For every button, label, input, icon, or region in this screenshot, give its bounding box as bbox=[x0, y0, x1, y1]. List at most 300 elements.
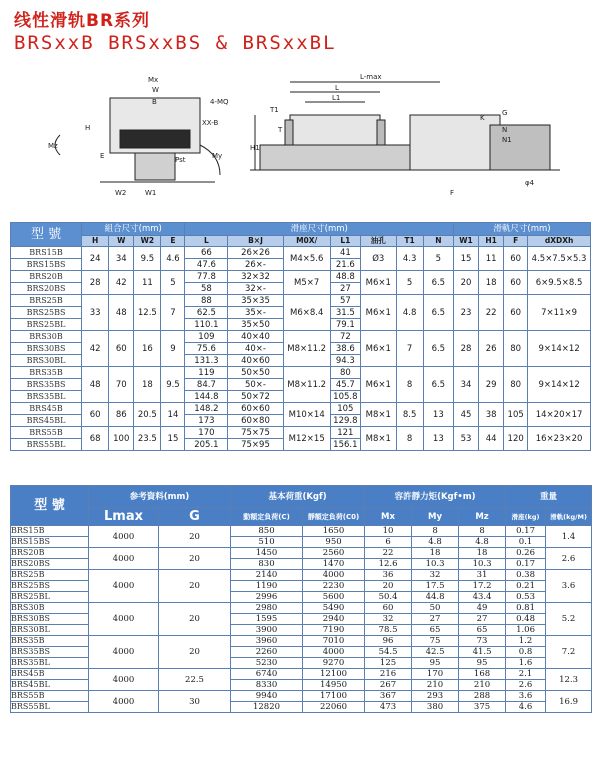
table-cell: 12.3 bbox=[546, 669, 592, 691]
table-cell: 1190 bbox=[231, 581, 303, 592]
table-cell: 100 bbox=[109, 427, 134, 451]
table-cell: 1.6 bbox=[506, 658, 546, 669]
label-w2: W2 bbox=[115, 189, 127, 197]
table-cell: 2560 bbox=[303, 548, 365, 559]
table-cell: 18 bbox=[459, 548, 506, 559]
table-cell: 4.8 bbox=[412, 537, 459, 548]
table-cell: 3.6 bbox=[546, 570, 592, 603]
table-cell: 60 bbox=[504, 295, 528, 331]
label-t: T bbox=[278, 126, 283, 134]
table-cell: 50×72 bbox=[228, 391, 283, 403]
table-cell: 4000 bbox=[89, 691, 159, 713]
table-cell: 65 bbox=[459, 625, 506, 636]
label-mz: Mz bbox=[48, 142, 58, 150]
table-cell: 11 bbox=[134, 271, 161, 295]
table-cell: 6 bbox=[365, 537, 412, 548]
table-cell: 42.5 bbox=[412, 647, 459, 658]
table-cell: M5×7 bbox=[283, 271, 330, 295]
table-cell: 34 bbox=[109, 247, 134, 271]
table-cell: 2980 bbox=[231, 603, 303, 614]
table-cell: 31.5 bbox=[330, 307, 360, 319]
label-h: H bbox=[85, 124, 91, 132]
label-t1: T1 bbox=[270, 106, 279, 114]
header-rail: 滑軌尺寸(mm) bbox=[453, 223, 590, 236]
label-l1: L1 bbox=[332, 94, 341, 102]
table-cell: 30 bbox=[159, 691, 231, 713]
table-cell: 125 bbox=[365, 658, 412, 669]
table-cell: 105.8 bbox=[330, 391, 360, 403]
header-my: My bbox=[412, 508, 459, 526]
model-cell: BRS55BL bbox=[11, 702, 89, 713]
table-cell: 73 bbox=[459, 636, 506, 647]
table-cell: 60 bbox=[504, 247, 528, 271]
table-cell: 79.1 bbox=[330, 319, 360, 331]
model-cell: BRS25B bbox=[11, 570, 89, 581]
load-table bbox=[10, 485, 592, 713]
table-cell: 6740 bbox=[231, 669, 303, 680]
model-cell: BRS25BS bbox=[11, 581, 89, 592]
label-h1: H1 bbox=[250, 144, 260, 152]
table-cell: 2996 bbox=[231, 592, 303, 603]
header-assembly: 組合尺寸(mm) bbox=[82, 223, 185, 236]
header-lmax: Lmax bbox=[89, 508, 159, 526]
table-cell: 50×50 bbox=[228, 367, 283, 379]
table-cell: M4×5.6 bbox=[283, 247, 330, 271]
table-cell: 60 bbox=[365, 603, 412, 614]
table-cell: 35×35 bbox=[228, 295, 283, 307]
table-row bbox=[11, 271, 591, 283]
table-cell: 41.5 bbox=[459, 647, 506, 658]
table-cell: 34 bbox=[453, 367, 478, 403]
model-cell: BRS30BS bbox=[11, 343, 82, 355]
table-cell: 156.1 bbox=[330, 439, 360, 451]
model-cell: BRS35B bbox=[11, 636, 89, 647]
table-cell: 4.6 bbox=[506, 702, 546, 713]
table-cell: 48 bbox=[82, 367, 109, 403]
table-cell: 1470 bbox=[303, 559, 365, 570]
column-header: L1 bbox=[330, 236, 360, 247]
table-cell: 38 bbox=[479, 403, 504, 427]
label-n1: N1 bbox=[502, 136, 512, 144]
model-cell: BRS55BL bbox=[11, 439, 82, 451]
table-cell: 75×95 bbox=[228, 439, 283, 451]
table-cell: 14 bbox=[161, 403, 185, 427]
table-cell: 58 bbox=[185, 283, 228, 295]
table-cell: 2.1 bbox=[506, 669, 546, 680]
table-cell: 4000 bbox=[89, 669, 159, 691]
model-cell: BRS45B bbox=[11, 669, 89, 680]
table-cell: 22 bbox=[365, 548, 412, 559]
table-cell: 2.6 bbox=[506, 680, 546, 691]
header-model: 型 號 bbox=[11, 223, 82, 247]
model-cell: BRS20BS bbox=[11, 559, 89, 570]
table-cell: 23.5 bbox=[134, 427, 161, 451]
model-cell: BRS45B bbox=[11, 403, 82, 415]
table-cell: 20 bbox=[365, 581, 412, 592]
table-cell: 9.5 bbox=[134, 247, 161, 271]
table-cell: 50.4 bbox=[365, 592, 412, 603]
table-cell: 80 bbox=[504, 331, 528, 367]
table-cell: 40×- bbox=[228, 343, 283, 355]
table-cell: 53 bbox=[453, 427, 478, 451]
model-cell: BRS20B bbox=[11, 271, 82, 283]
table-cell: 10.3 bbox=[459, 559, 506, 570]
table-row bbox=[11, 570, 592, 581]
table-cell: 216 bbox=[365, 669, 412, 680]
table-cell: 86 bbox=[109, 403, 134, 427]
table-cell: 96 bbox=[365, 636, 412, 647]
end-view-rail bbox=[135, 153, 175, 180]
label-f: F bbox=[450, 189, 455, 197]
table-cell: 33 bbox=[82, 295, 109, 331]
table-cell: 94.3 bbox=[330, 355, 360, 367]
table-cell: 8 bbox=[412, 526, 459, 537]
table-cell: M8×11.2 bbox=[283, 367, 330, 403]
table-cell: 109 bbox=[185, 331, 228, 343]
table-cell: 170 bbox=[185, 427, 228, 439]
label-g: G bbox=[502, 109, 508, 117]
table-cell: 44 bbox=[479, 427, 504, 451]
table-cell: 5490 bbox=[303, 603, 365, 614]
column-header: W2 bbox=[134, 236, 161, 247]
table-cell: 78.5 bbox=[365, 625, 412, 636]
table-cell: 27 bbox=[459, 614, 506, 625]
table-cell: 8 bbox=[396, 427, 423, 451]
table-cell: 41 bbox=[330, 247, 360, 259]
header-w-rail: 滑軌(kg/M) bbox=[546, 508, 592, 526]
model-cell: BRS15B bbox=[11, 247, 82, 259]
label-l: L bbox=[335, 84, 339, 92]
table-cell: 60×60 bbox=[228, 403, 283, 415]
table-cell: 27 bbox=[330, 283, 360, 295]
table-cell: 26×- bbox=[228, 259, 283, 271]
detail-view bbox=[410, 115, 500, 170]
table-cell: 45.7 bbox=[330, 379, 360, 391]
model-cell: BRS35BS bbox=[11, 379, 82, 391]
model-cell: BRS30BL bbox=[11, 355, 82, 367]
table-cell: 1.06 bbox=[506, 625, 546, 636]
label-phi4: φ4 bbox=[525, 179, 535, 187]
table-cell: 27 bbox=[412, 614, 459, 625]
label-xxb: XX-B bbox=[202, 119, 219, 127]
header-ref: 参考資料(mm) bbox=[89, 486, 231, 508]
table-cell: 367 bbox=[365, 691, 412, 702]
table-cell: 60 bbox=[504, 271, 528, 295]
table-cell: 95 bbox=[412, 658, 459, 669]
table-cell: 850 bbox=[231, 526, 303, 537]
table-cell: 0.53 bbox=[506, 592, 546, 603]
table-cell: M6×1 bbox=[361, 367, 397, 403]
table-cell: 131.3 bbox=[185, 355, 228, 367]
table-cell: 4.3 bbox=[396, 247, 423, 271]
table-cell: 23 bbox=[453, 295, 478, 331]
column-header: W bbox=[109, 236, 134, 247]
table-cell: 20 bbox=[159, 636, 231, 669]
table-cell: 4000 bbox=[89, 603, 159, 636]
table-cell: 9×14×12 bbox=[528, 331, 591, 367]
table-cell: 2140 bbox=[231, 570, 303, 581]
table-cell: 57 bbox=[330, 295, 360, 307]
table-cell: 0.1 bbox=[506, 537, 546, 548]
table-cell: 12100 bbox=[303, 669, 365, 680]
table-cell: 105 bbox=[330, 403, 360, 415]
table-cell: 4000 bbox=[89, 548, 159, 570]
label-n: N bbox=[502, 126, 508, 134]
table-cell: 15 bbox=[161, 427, 185, 451]
table-cell: 28 bbox=[453, 331, 478, 367]
table-cell: 7 bbox=[161, 295, 185, 331]
table-cell: 473 bbox=[365, 702, 412, 713]
table-cell: 510 bbox=[231, 537, 303, 548]
model-cell: BRS35B bbox=[11, 367, 82, 379]
table-cell: 0.38 bbox=[506, 570, 546, 581]
header-slider: 滑座尺寸(mm) bbox=[185, 223, 454, 236]
table-cell: 0.17 bbox=[506, 526, 546, 537]
table-cell: 3900 bbox=[231, 625, 303, 636]
table-cell: 6×9.5×8.5 bbox=[528, 271, 591, 295]
header-g: G bbox=[159, 508, 231, 526]
table-cell: 5 bbox=[161, 271, 185, 295]
table-cell: 65 bbox=[412, 625, 459, 636]
table-cell: 48 bbox=[109, 295, 134, 331]
model-cell: BRS25B bbox=[11, 295, 82, 307]
table-cell: 6.5 bbox=[423, 295, 453, 331]
table-cell: 1595 bbox=[231, 614, 303, 625]
table-cell: 2230 bbox=[303, 581, 365, 592]
model-cell: BRS55B bbox=[11, 427, 82, 439]
table-cell: 4000 bbox=[303, 570, 365, 581]
table-cell: 7.2 bbox=[546, 636, 592, 669]
table-cell: 80 bbox=[330, 367, 360, 379]
table-cell: 9 bbox=[161, 331, 185, 367]
model-cell: BRS45BL bbox=[11, 680, 89, 691]
table-cell: 60×80 bbox=[228, 415, 283, 427]
table-cell: 77.8 bbox=[185, 271, 228, 283]
page-subtitle: BRSxxB BRSxxBS & BRSxxBL bbox=[14, 32, 337, 54]
table-cell: 4000 bbox=[89, 526, 159, 548]
model-cell: BRS35BL bbox=[11, 658, 89, 669]
table-cell: 20.5 bbox=[134, 403, 161, 427]
technical-drawing bbox=[40, 70, 570, 215]
table-row bbox=[11, 331, 591, 343]
table-cell: 5 bbox=[423, 247, 453, 271]
table-cell: 84.7 bbox=[185, 379, 228, 391]
table-cell: 380 bbox=[412, 702, 459, 713]
table-cell: M12×15 bbox=[283, 427, 330, 451]
table-cell: 75.6 bbox=[185, 343, 228, 355]
table-cell: 173 bbox=[185, 415, 228, 427]
table-cell: 88 bbox=[185, 295, 228, 307]
table-cell: 8 bbox=[396, 367, 423, 403]
model-cell: BRS20BS bbox=[11, 283, 82, 295]
table-cell: 120 bbox=[504, 427, 528, 451]
table-cell: 8.5 bbox=[396, 403, 423, 427]
table-cell: M6×1 bbox=[361, 295, 397, 331]
table-cell: 129.8 bbox=[330, 415, 360, 427]
dimension-table bbox=[10, 222, 591, 451]
table-cell: 16.9 bbox=[546, 691, 592, 713]
table-cell: 168 bbox=[459, 669, 506, 680]
table-cell: 110.1 bbox=[185, 319, 228, 331]
table-cell: 49 bbox=[459, 603, 506, 614]
table-cell: 3960 bbox=[231, 636, 303, 647]
table-cell: 17.2 bbox=[459, 581, 506, 592]
table-cell: 60 bbox=[82, 403, 109, 427]
table-cell: 3.6 bbox=[506, 691, 546, 702]
table-cell: 20 bbox=[159, 570, 231, 603]
table-cell: 288 bbox=[459, 691, 506, 702]
table-cell: 54.5 bbox=[365, 647, 412, 658]
table-cell: 4000 bbox=[303, 647, 365, 658]
table-cell: 4.8 bbox=[459, 537, 506, 548]
model-cell: BRS20B bbox=[11, 548, 89, 559]
table-cell: 5 bbox=[396, 271, 423, 295]
table-cell: 95 bbox=[459, 658, 506, 669]
column-header: dXDXh bbox=[528, 236, 591, 247]
table-cell: 43.4 bbox=[459, 592, 506, 603]
table-cell: 20 bbox=[159, 548, 231, 570]
table-cell: 12820 bbox=[231, 702, 303, 713]
table-cell: 70 bbox=[109, 367, 134, 403]
table-cell: 12.6 bbox=[365, 559, 412, 570]
table-cell: 16×23×20 bbox=[528, 427, 591, 451]
header-mz: Mz bbox=[459, 508, 506, 526]
table-cell: 4000 bbox=[89, 636, 159, 669]
table-cell: 36 bbox=[365, 570, 412, 581]
table-cell: 13 bbox=[423, 427, 453, 451]
label-my: My bbox=[212, 152, 223, 160]
header-model-2: 型 號 bbox=[11, 486, 89, 526]
header-weight: 重量 bbox=[506, 486, 592, 508]
column-header: M0X/ bbox=[283, 236, 330, 247]
header-load: 基本荷重(Kgf) bbox=[231, 486, 365, 508]
header-w-slider: 滑座(kg) bbox=[506, 508, 546, 526]
table-cell: 26 bbox=[479, 331, 504, 367]
table-cell: 830 bbox=[231, 559, 303, 570]
table-cell: 50 bbox=[412, 603, 459, 614]
column-header: F bbox=[504, 236, 528, 247]
table-cell: 5230 bbox=[231, 658, 303, 669]
table-cell: 26×26 bbox=[228, 247, 283, 259]
table-cell: 210 bbox=[412, 680, 459, 691]
table-cell: 293 bbox=[412, 691, 459, 702]
table-cell: 6.5 bbox=[423, 271, 453, 295]
column-header: L bbox=[185, 236, 228, 247]
table-cell: 4.5×7.5×5.3 bbox=[528, 247, 591, 271]
table-cell: 121 bbox=[330, 427, 360, 439]
table-cell: 267 bbox=[365, 680, 412, 691]
table-cell: 14950 bbox=[303, 680, 365, 691]
table-cell: 72 bbox=[330, 331, 360, 343]
model-cell: BRS35BS bbox=[11, 647, 89, 658]
table-cell: 31 bbox=[459, 570, 506, 581]
table-cell: 119 bbox=[185, 367, 228, 379]
model-cell: BRS15B bbox=[11, 526, 89, 537]
table-cell: 16 bbox=[134, 331, 161, 367]
table-cell: 24 bbox=[82, 247, 109, 271]
table-cell: 2940 bbox=[303, 614, 365, 625]
table-cell: M6×1 bbox=[361, 271, 397, 295]
table-cell: 144.8 bbox=[185, 391, 228, 403]
table-cell: 35×50 bbox=[228, 319, 283, 331]
column-header: E bbox=[161, 236, 185, 247]
table-cell: 21.6 bbox=[330, 259, 360, 271]
table-cell: 10.3 bbox=[412, 559, 459, 570]
table-cell: 80 bbox=[504, 367, 528, 403]
table-cell: 22060 bbox=[303, 702, 365, 713]
table-cell: 44.8 bbox=[412, 592, 459, 603]
table-cell: 9×14×12 bbox=[528, 367, 591, 403]
table-cell: 40×40 bbox=[228, 331, 283, 343]
table-cell: 66 bbox=[185, 247, 228, 259]
table-cell: 7×11×9 bbox=[528, 295, 591, 331]
table-cell: 13 bbox=[423, 403, 453, 427]
table-cell: M6×1 bbox=[361, 331, 397, 367]
table-cell: 4.8 bbox=[396, 295, 423, 331]
table-row bbox=[11, 367, 591, 379]
table-cell: 75×75 bbox=[228, 427, 283, 439]
model-cell: BRS55B bbox=[11, 691, 89, 702]
table-cell: 11 bbox=[479, 247, 504, 271]
table-cell: 32×- bbox=[228, 283, 283, 295]
table-row bbox=[11, 526, 592, 537]
table-cell: 1.2 bbox=[506, 636, 546, 647]
table-cell: 50×- bbox=[228, 379, 283, 391]
table-cell: 32×32 bbox=[228, 271, 283, 283]
label-lmax: L-max bbox=[360, 73, 382, 81]
model-cell: BRS30BS bbox=[11, 614, 89, 625]
table-cell: 75 bbox=[412, 636, 459, 647]
table-row bbox=[11, 669, 592, 680]
table-row bbox=[11, 548, 592, 559]
table-cell: 60 bbox=[109, 331, 134, 367]
table-cell: 47.6 bbox=[185, 259, 228, 271]
label-e: E bbox=[100, 152, 105, 160]
table-cell: 20 bbox=[453, 271, 478, 295]
table-row bbox=[11, 691, 592, 702]
table-row bbox=[11, 403, 591, 415]
table-cell: 20 bbox=[159, 526, 231, 548]
model-cell: BRS25BS bbox=[11, 307, 82, 319]
table-cell: 18 bbox=[134, 367, 161, 403]
table-cell: 205.1 bbox=[185, 439, 228, 451]
header-dyn: 動額定負荷(C) bbox=[231, 508, 303, 526]
table-cell: 45 bbox=[453, 403, 478, 427]
table-cell: M8×1 bbox=[361, 427, 397, 451]
header-mx: Mx bbox=[365, 508, 412, 526]
table-cell: 1650 bbox=[303, 526, 365, 537]
table-cell: 68 bbox=[82, 427, 109, 451]
table-cell: 148.2 bbox=[185, 403, 228, 415]
model-cell: BRS30B bbox=[11, 603, 89, 614]
model-cell: BRS25BL bbox=[11, 592, 89, 603]
table-cell: 0.8 bbox=[506, 647, 546, 658]
column-header: H1 bbox=[479, 236, 504, 247]
table-cell: 40×60 bbox=[228, 355, 283, 367]
table-cell: 1.4 bbox=[546, 526, 592, 548]
table-cell: 42 bbox=[109, 271, 134, 295]
table-cell: 10 bbox=[365, 526, 412, 537]
table-cell: 7190 bbox=[303, 625, 365, 636]
table-cell: 0.21 bbox=[506, 581, 546, 592]
column-header: 油孔 bbox=[361, 236, 397, 247]
model-cell: BRS45BL bbox=[11, 415, 82, 427]
column-header: W1 bbox=[453, 236, 478, 247]
table-cell: 17100 bbox=[303, 691, 365, 702]
table-cell: M6×8.4 bbox=[283, 295, 330, 331]
table-cell: M8×1 bbox=[361, 403, 397, 427]
table-cell: 7 bbox=[396, 331, 423, 367]
